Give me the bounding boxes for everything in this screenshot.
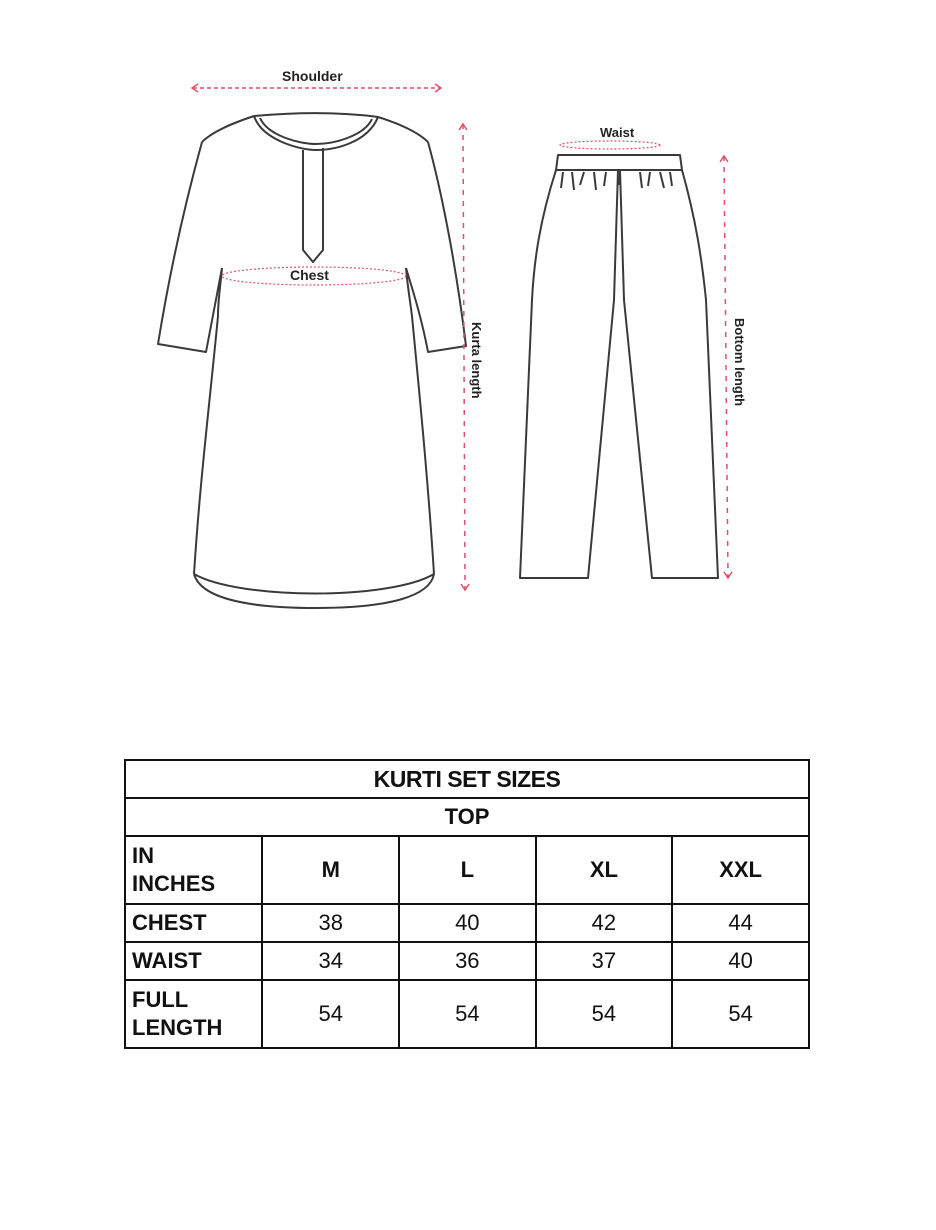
unit-label bbox=[125, 836, 262, 904]
size-header-m: M bbox=[262, 836, 399, 904]
table-cell: 36 bbox=[399, 942, 536, 980]
table-cell: 54 bbox=[536, 980, 673, 1048]
table-title: KURTI SET SIZES bbox=[125, 760, 809, 798]
row-label-line2: LENGTH bbox=[132, 1015, 223, 1040]
table-header-row bbox=[125, 836, 809, 904]
table-row-chest bbox=[125, 904, 809, 942]
shoulder-measure-arrow bbox=[192, 84, 441, 92]
shoulder-label: Shoulder bbox=[282, 68, 343, 84]
pants-outline bbox=[520, 155, 718, 578]
table-cell: 34 bbox=[262, 942, 399, 980]
table-row-waist bbox=[125, 942, 809, 980]
waist-measure-arrow bbox=[560, 141, 660, 149]
unit-label-line2: INCHES bbox=[132, 871, 216, 896]
size-header-xl: XL bbox=[536, 836, 673, 904]
chest-label: Chest bbox=[290, 267, 329, 283]
table-cell: 40 bbox=[672, 942, 809, 980]
table-cell: 37 bbox=[536, 942, 673, 980]
kurta-length-measure-arrow bbox=[459, 124, 469, 590]
table-subtitle-row bbox=[125, 798, 809, 836]
row-label: WAIST bbox=[125, 942, 262, 980]
table-row-full-length bbox=[125, 980, 809, 1048]
size-chart-table bbox=[124, 759, 810, 1049]
row-label: CHEST bbox=[125, 904, 262, 942]
table-cell: 54 bbox=[399, 980, 536, 1048]
table-subtitle: TOP bbox=[125, 798, 809, 836]
bottom-length-measure-arrow bbox=[720, 156, 732, 578]
row-label bbox=[125, 980, 262, 1048]
row-label-line1: FULL bbox=[132, 987, 189, 1012]
size-header-l: L bbox=[399, 836, 536, 904]
table-cell: 54 bbox=[672, 980, 809, 1048]
size-header-xxl: XXL bbox=[672, 836, 809, 904]
table-cell: 42 bbox=[536, 904, 673, 942]
table-title-row bbox=[125, 760, 809, 798]
kurta-length-label: Kurta length bbox=[469, 322, 484, 399]
table-cell: 54 bbox=[262, 980, 399, 1048]
unit-label-line1: IN bbox=[132, 843, 154, 868]
kurta-outline bbox=[158, 113, 466, 608]
table-cell: 40 bbox=[399, 904, 536, 942]
table-cell: 38 bbox=[262, 904, 399, 942]
waist-label: Waist bbox=[600, 125, 635, 140]
bottom-length-label: Bottom length bbox=[732, 318, 747, 407]
table-cell: 44 bbox=[672, 904, 809, 942]
